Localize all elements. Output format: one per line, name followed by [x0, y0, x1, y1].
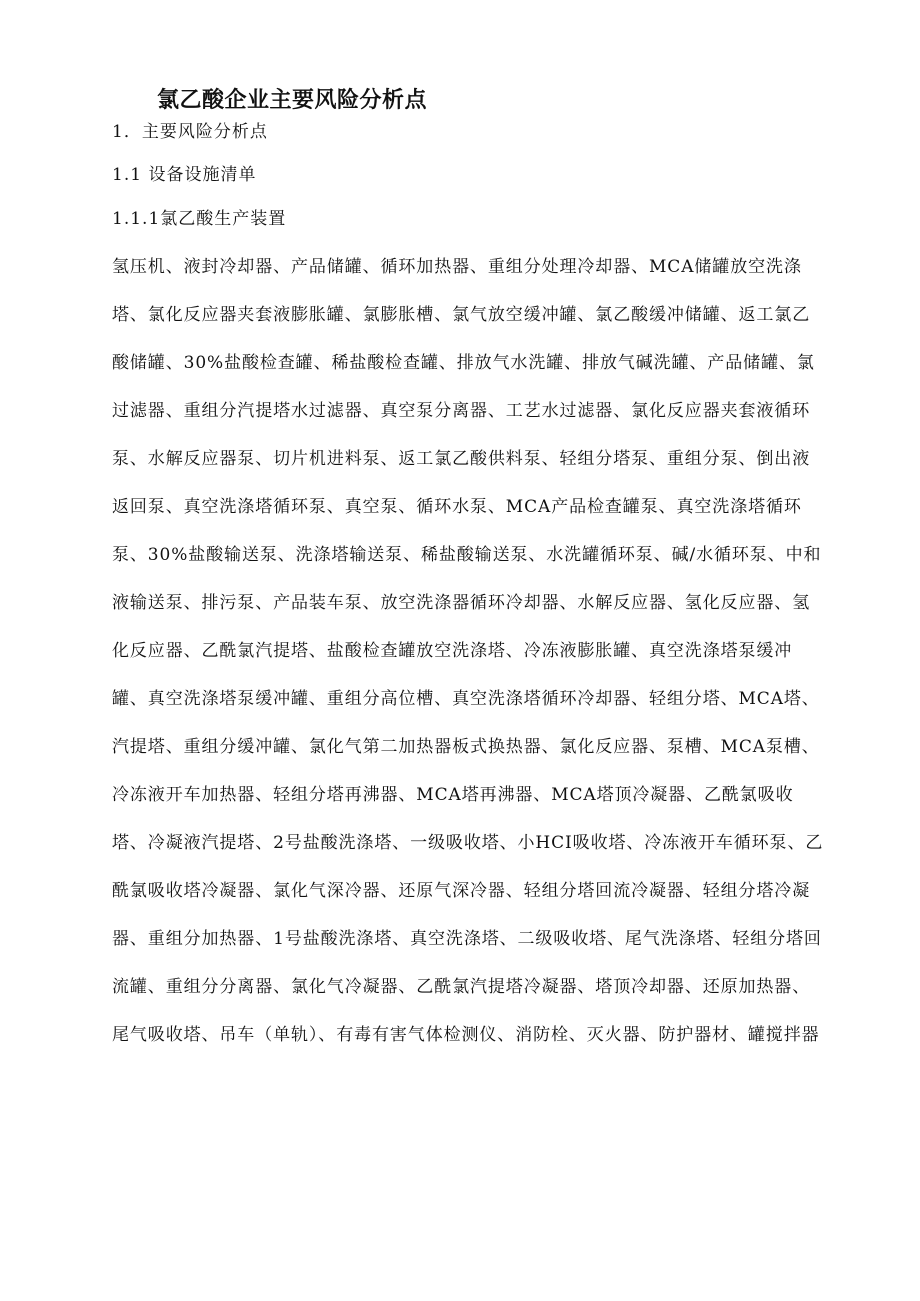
page-title: 氯乙酸企业主要风险分析点 — [157, 88, 428, 113]
equipment-list-paragraph: 氢压机、液封冷却器、产品储罐、循环加热器、重组分处理冷却器、MCA储罐放空洗涤塔、氯化反应器夹套液膨胀罐、氯膨胀槽、氯气放空缓冲罐、氯乙酸缓冲储罐、返工氯乙酸储罐、30%盐酸检查罐、稀盐酸检查罐、排放气水洗罐、排放气碱洗罐、产品储罐、氯过滤器、重组分汽提塔水过滤器、真空泵分离器、工艺水过滤器、氯化反应器夹套液循环泵、水解反应器泵、切片机进料泵、返工氯乙酸供料泵、轻组分塔泵、重组分泵、倒出液返回泵、真空洗涤塔循环泵、真空泵、循环水泵、MCA产品检查罐泵、真空洗涤塔循环泵、30%盐酸输送泵、洗涤塔输送泵、稀盐酸输送泵、水洗罐循环泵、碱/水循环泵、中和液输送泵、排污泵、产品装车泵、放空洗涤器循环冷却器、水解反应器、氢化反应器、氢化反应器、乙酰氯汽提塔、盐酸检查罐放空洗涤塔、冷冻液膨胀罐、真空洗涤塔泵缓冲罐、真空洗涤塔泵缓冲罐、重组分高位槽、真空洗涤塔循环冷却器、轻组分塔、MCA塔、汽提塔、重组分缓冲罐、氯化气第二加热器板式换热器、氯化反应器、泵槽、MCA泵槽、冷冻液开车加热器、轻组分塔再沸器、MCA塔再沸器、MCA塔顶冷凝器、乙酰氯吸收塔、冷凝液汽提塔、2号盐酸洗涤塔、一级吸收塔、小HCI吸收塔、冷冻液开车循环泵、乙酰氯吸收塔冷凝器、氯化气深冷器、还原气深冷器、轻组分塔回流冷凝器、轻组分塔冷凝器、重组分加热器、1号盐酸洗涤塔、真空洗涤塔、二级吸收塔、尾气洗涤塔、轻组分塔回流罐、重组分分离器、氯化气冷凝器、乙酰氯汽提塔冷凝器、塔顶冷却器、还原加热器、尾气吸收塔、吊车（单轨）、有毒有害气体检测仪、消防栓、灭火器、防护器材、罐搅拌器 — [112, 257, 824, 1045]
section-heading-1: 1．主要风险分析点 — [112, 122, 268, 142]
section-heading-1-1-1: 1.1.1氯乙酸生产装置 — [112, 209, 287, 229]
section-heading-1-1: 1.1 设备设施清单 — [112, 165, 257, 185]
